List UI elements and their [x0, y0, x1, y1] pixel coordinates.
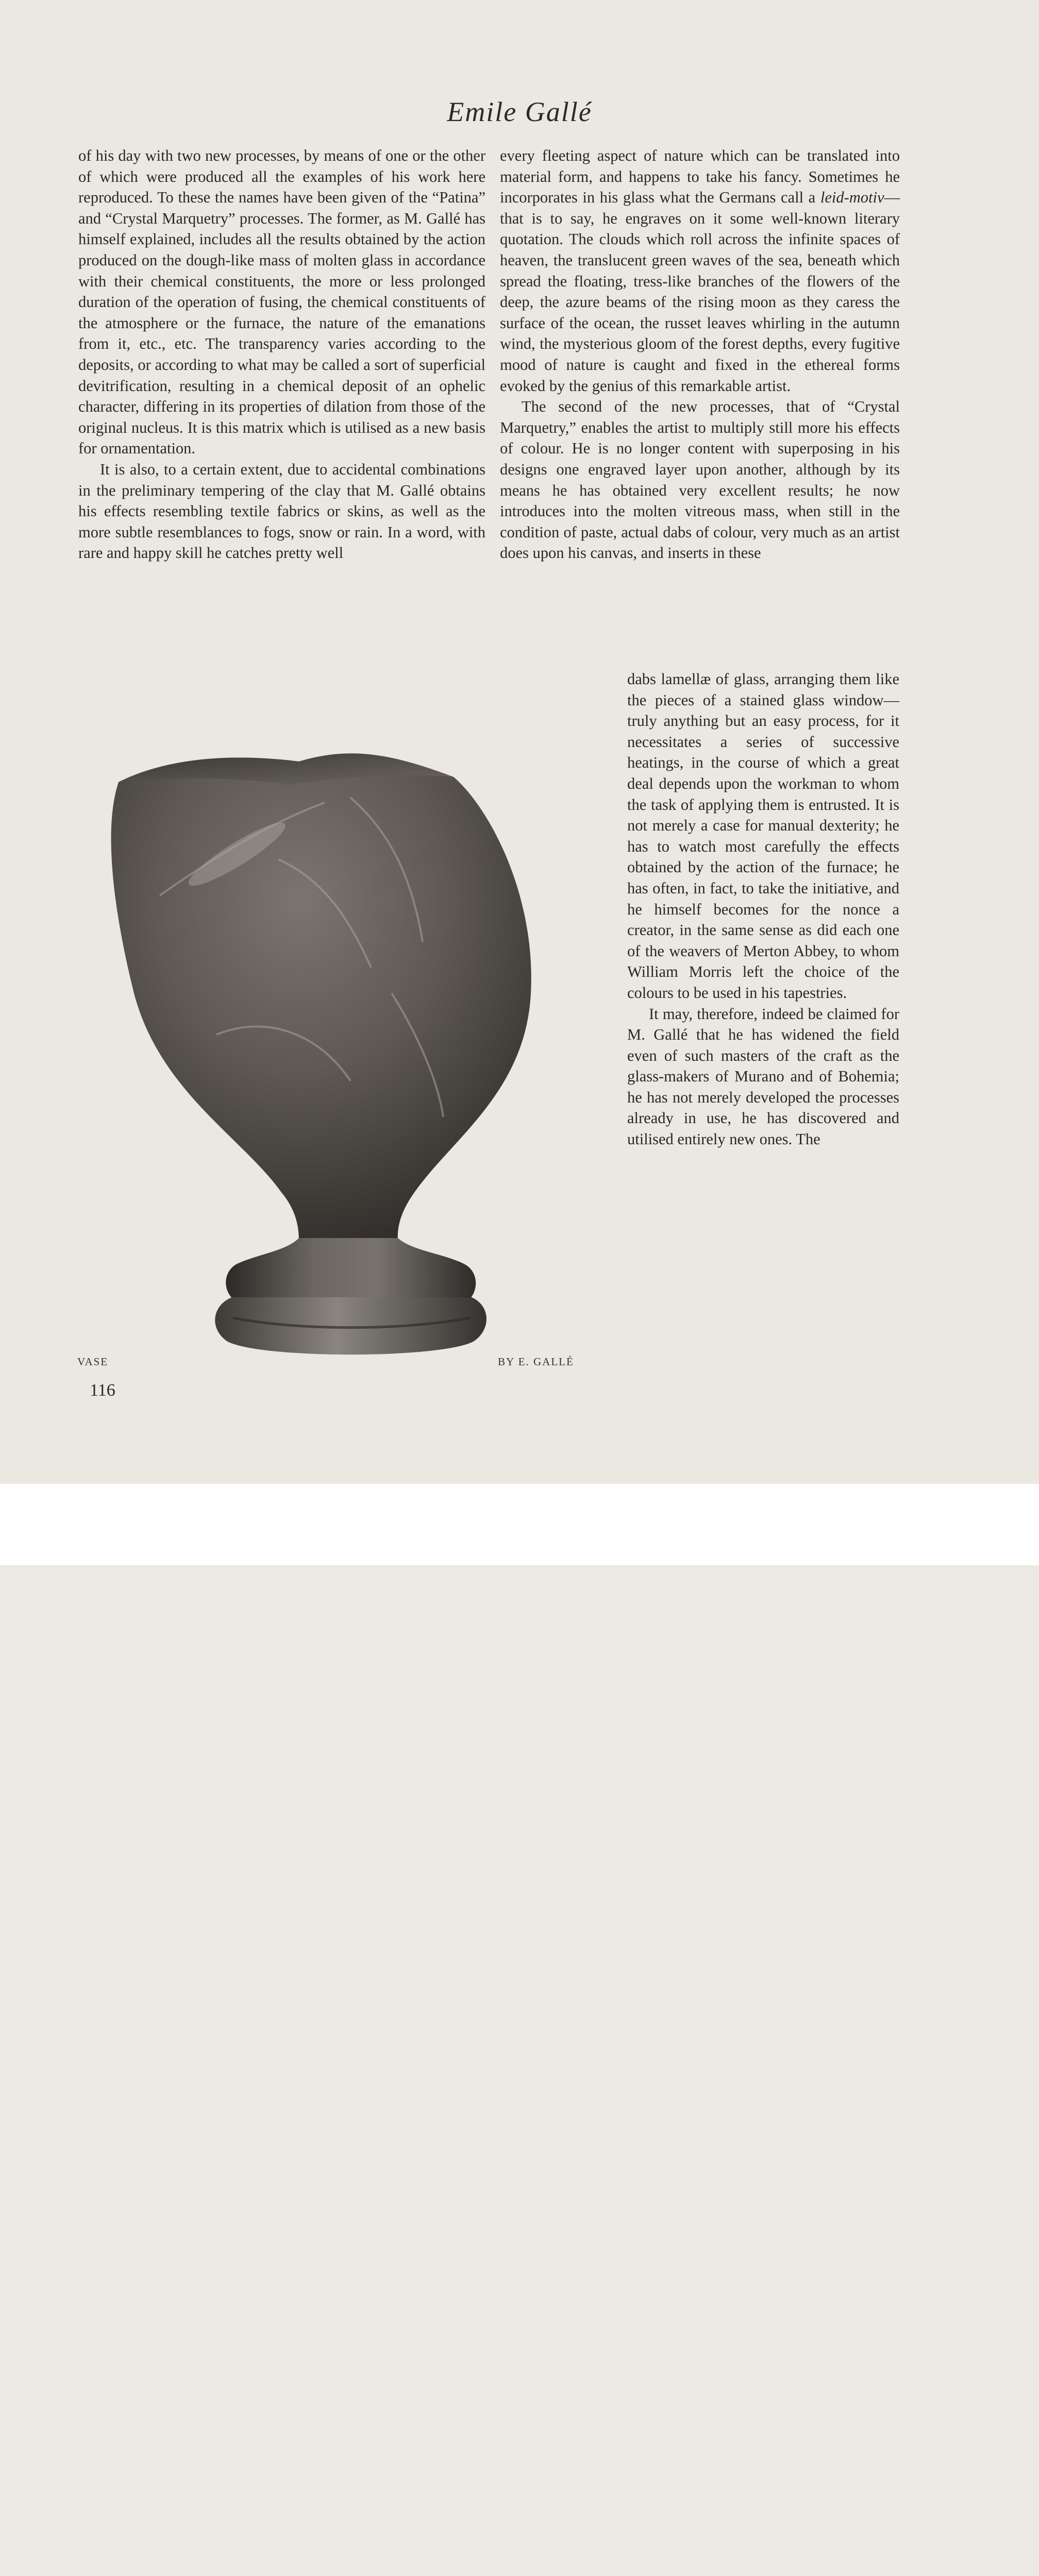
left-paragraph-1: of his day with two new processes, by means of one or the other of which were produced all the examples of his work here reproduced. To these the names have been given of the “Patina” and “Crystal Marquetry” processes. The former, as M. Gallé has himself explained, includes all the results obtained by the action produced on the dough-like mass of molten glass in accordance with their chemical constituents, the more or less prolonged duration of the operation of fusing, the chemical constituents of the atmosphere or the furnace, the nature of the emanations from it, etc., etc. The transparency varies according to the deposits, or according to what may be called a sort of superficial devitrification, resulting in a chemical deposit of an ophelic character, differing in its properties of dilation from those of the original nucleus. It is this matrix which is utilised as a new basis for ornamentation.	[78, 147, 485, 457]
vase-neck	[226, 1238, 476, 1302]
left-paragraph-2: It is also, to a certain extent, due to accidental combinations in the preliminary tempering of the clay that M. Gallé obtains his effects resembling textile fabrics or skins, as well as the more subtle resemblances to fogs, snow or rain. In a word, with rare and happy skill he catches pretty well	[78, 460, 485, 562]
left-text-column	[78, 145, 485, 564]
figure-caption-attribution: BY E. GALLÉ	[498, 1355, 574, 1368]
right-paragraph-1-end: —that is to say, he engraves on it some well-known literary quotation. The clouds which roll across the infinite spaces of heaven, the translucent green waves of the sea, beneath which spread the floating, tress-like branches of the flowers of the deep, the azure beams of the rising moon as they caress the surface of the ocean, the russet leaves whirling in the autumn wind, the mysterious gloom of the forest depths, every fugitive mood of nature is caught and fixed in the ethereal forms evoked by the genius of this remarkable artist.	[500, 189, 900, 395]
right-paragraph-3: It may, therefore, indeed be claimed for M. Gallé that he has widened the field even of such masters of the craft as the glass-makers of Murano and of Bohemia; he has not merely developed the processes already in use, he has discovered and utilised entirely new ones. The	[627, 1005, 899, 1148]
vase-image	[82, 725, 608, 1364]
running-title: Emile Gallé	[447, 96, 592, 127]
vase-foot	[215, 1297, 487, 1354]
right-narrow-column	[627, 669, 899, 1150]
viewer-footer	[0, 1484, 1039, 1565]
right-paragraph-2: The second of the new processes, that of “Crystal Marquetry,” enables the artist to multiply still more his effects of colour. He is no longer content with superposing in his designs one engraved layer upon another, although by its means he has obtained very excellent results; he now introduces into the molten vitreous mass, when still in the condition of paste, actual dabs of colour, very much as an artist does upon his canvas, and inserts in these	[500, 398, 900, 562]
right-paragraph-1-start: every fleeting aspect of nature which can be translated into material form, and happens to take his fancy. Sometimes he incorporates in his glass what the Germans call a	[500, 147, 900, 207]
vase-body	[111, 753, 531, 1241]
page-number: 116	[90, 1381, 115, 1400]
right-paragraph-2-continued: dabs lamellæ of glass, arranging them like the pieces of a stained glass window—truly anything but an easy process, for it necessitates a series of successive heatings, in the course of which a great deal depends upon the workman to whom the task of applying them is entrusted. It is not merely a case for manual dexterity; he has to watch most carefully the effects obtained by the action of the furnace; he has often, in fact, to take the initiative, and he himself becomes for the nonce a creator, in the same sense as did each one of the weavers of Merton Abbey, to whom William Morris left the choice of the colours to be used in his tapestries.	[627, 670, 899, 1002]
figure-caption-label: VASE	[77, 1355, 109, 1368]
leid-motiv-term: leid-motiv	[820, 189, 884, 207]
right-paragraph-1	[500, 145, 900, 396]
right-text-column	[500, 145, 900, 564]
vase-illustration	[82, 725, 608, 1364]
